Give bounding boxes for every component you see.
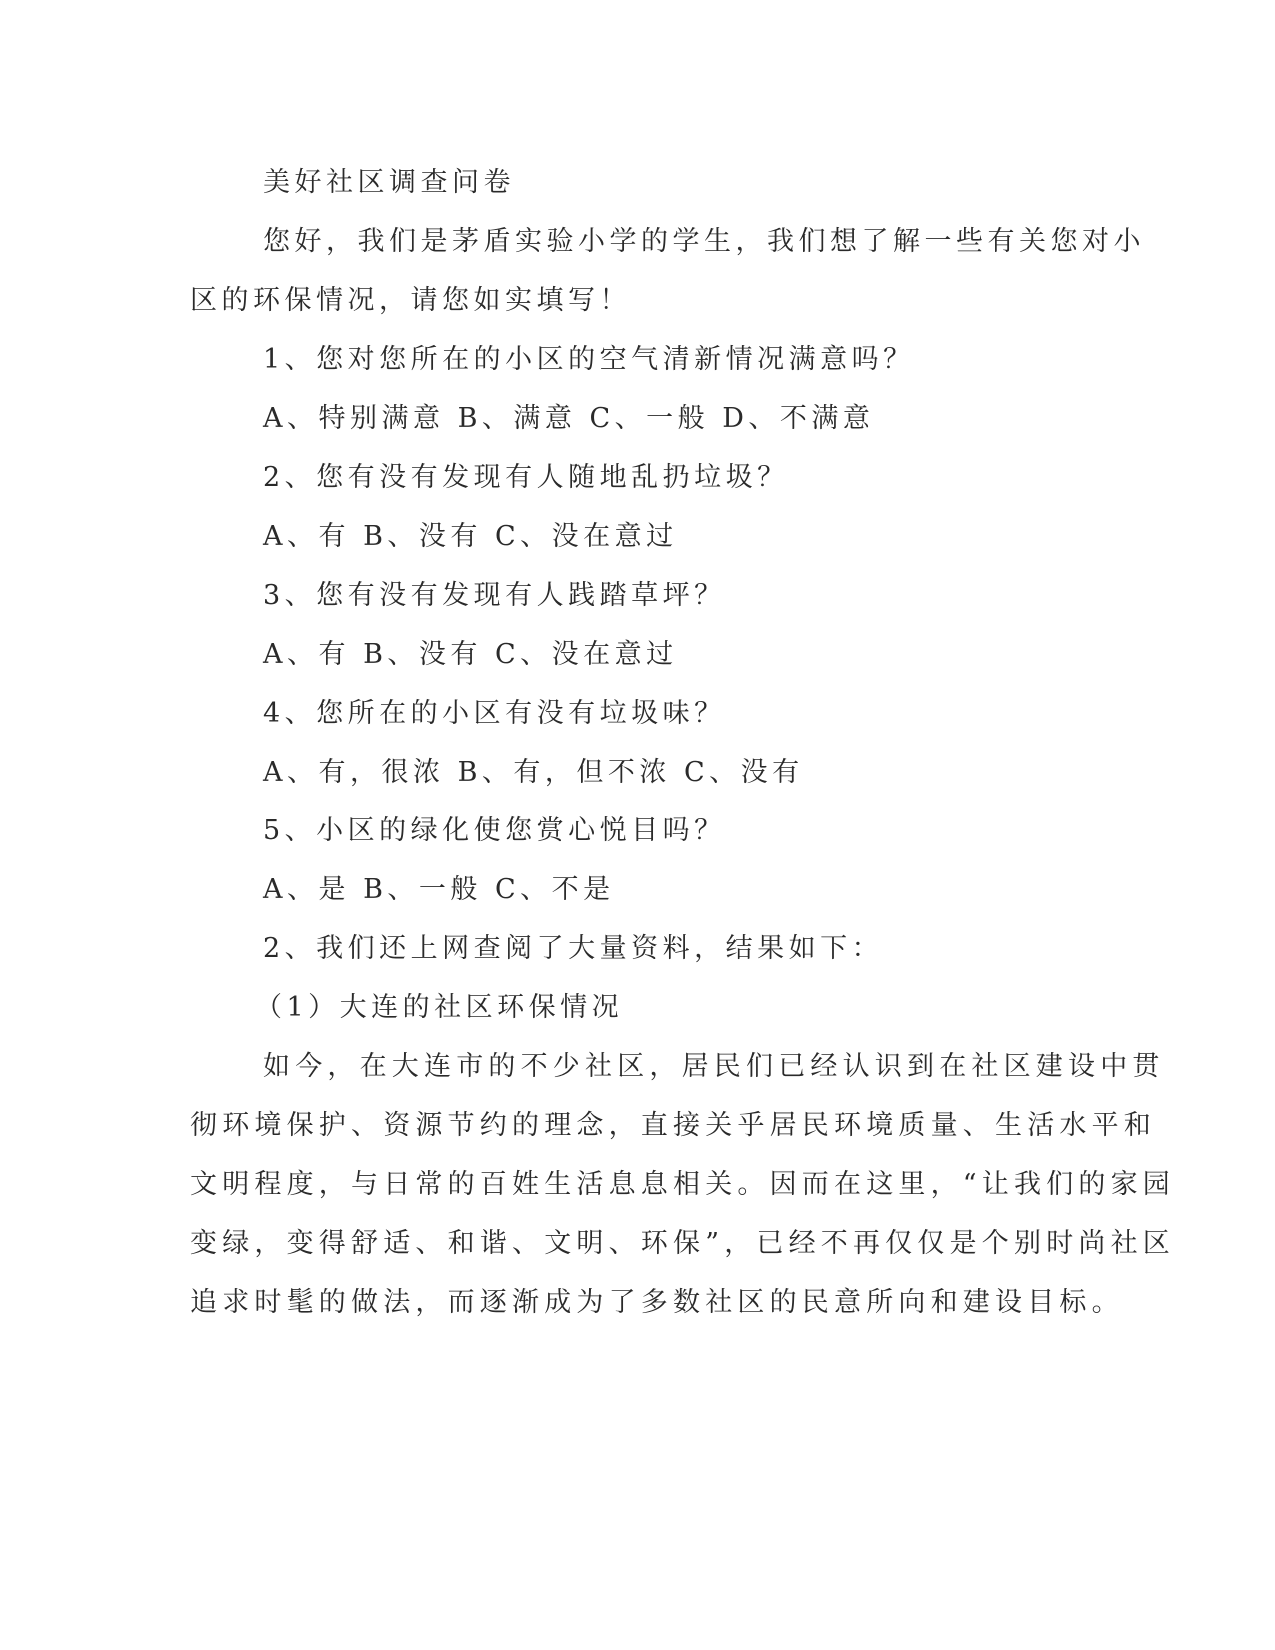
- question-2-options: A、有 B、没有 C、没在意过: [263, 521, 678, 552]
- question-3: 3、您有没有发现有人践踏草坪？: [263, 580, 726, 611]
- intro-line-1: 您好，我们是茅盾实验小学的学生，我们想了解一些有关您对小: [263, 226, 1145, 257]
- question-2: 2、您有没有发现有人随地乱扔垃圾？: [263, 462, 789, 493]
- question-5-options: A、是 B、一般 C、不是: [263, 874, 615, 905]
- paragraph-line-5: 追求时髦的做法，而逐渐成为了多数社区的民意所向和建设目标。: [190, 1287, 1124, 1318]
- question-5: 5、小区的绿化使您赏心悦目吗？: [263, 815, 726, 846]
- question-1: 1、您对您所在的小区的空气清新情况满意吗？: [263, 344, 915, 375]
- paragraph-line-3: 文明程度，与日常的百姓生活息息相关。因而在这里，“让我们的家园: [190, 1169, 1176, 1200]
- section-heading: （1）大连的社区环保情况: [255, 992, 624, 1023]
- paragraph-line-1: 如今，在大连市的不少社区，居民们已经认识到在社区建设中贯: [263, 1051, 1165, 1082]
- paragraph-line-2: 彻环境保护、资源节约的理念，直接关乎居民环境质量、生活水平和: [190, 1110, 1156, 1141]
- question-4: 4、您所在的小区有没有垃圾味？: [263, 698, 726, 729]
- question-3-options: A、有 B、没有 C、没在意过: [263, 639, 678, 670]
- document-title: 美好社区调查问卷: [263, 167, 515, 198]
- research-intro: 2、我们还上网查阅了大量资料，结果如下：: [263, 933, 884, 964]
- question-4-options: A、有，很浓 B、有，但不浓 C、没有: [263, 757, 804, 788]
- intro-line-2: 区的环保情况，请您如实填写！: [190, 285, 631, 316]
- paragraph-line-4: 变绿，变得舒适、和谐、文明、环保”，已经不再仅仅是个别时尚社区: [190, 1228, 1176, 1259]
- question-1-options: A、特别满意 B、满意 C、一般 D、不满意: [263, 403, 875, 434]
